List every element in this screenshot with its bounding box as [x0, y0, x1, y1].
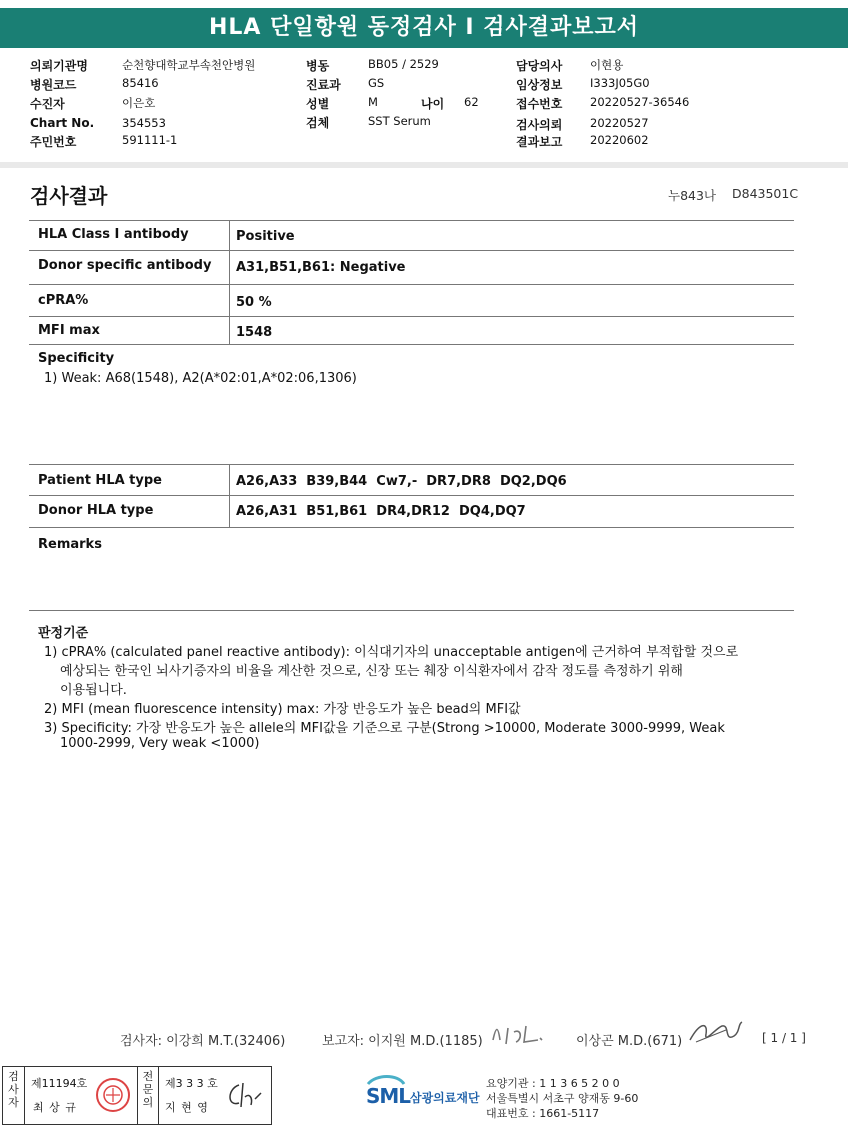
chart-value: 354553	[122, 116, 166, 130]
stamp-no-1: 제11194호	[31, 1077, 88, 1090]
clinical-label: 임상정보	[516, 78, 563, 92]
table-rule	[29, 284, 794, 285]
row-value: A26,A33 B39,B44 Cw7,- DR7,DR8 DQ2,DQ6	[236, 474, 567, 489]
row-value: 50 %	[236, 295, 272, 310]
dept-label: 진료과	[306, 78, 341, 92]
age-value: 62	[464, 95, 479, 109]
stamp-name-2: 지 현 영	[165, 1101, 209, 1114]
criteria-line: 이용됩니다.	[60, 683, 127, 698]
code-1: 누843나	[668, 188, 717, 203]
table-rule	[29, 464, 794, 465]
row-label: MFI max	[38, 323, 100, 338]
criteria-line: 1000-2999, Very weak <1000)	[60, 736, 260, 751]
third-signature	[686, 1016, 746, 1048]
criteria-line: 2) MFI (mean fluorescence intensity) max: 가장 반응도가 높은 bead의 MFI값	[44, 702, 521, 717]
request-label: 검사의뢰	[516, 118, 563, 132]
report-title: HLA 단일항원 동정검사 I 검사결과보고서	[0, 8, 848, 48]
hospital-code-value: 85416	[122, 76, 159, 90]
patient-value: 이은호	[122, 96, 156, 110]
stamp-name-1: 최 상 규	[33, 1101, 77, 1114]
specificity-text: 1) Weak: A68(1548), A2(A*02:01,A*02:06,1306)	[44, 371, 357, 386]
doctor-value: 이현용	[590, 58, 624, 72]
doctor-label: 담당의사	[516, 59, 563, 73]
row-label: Donor HLA type	[38, 503, 154, 518]
id-label: 주민번호	[30, 135, 77, 149]
receipt-label: 접수번호	[516, 97, 563, 111]
patient-label: 수진자	[30, 97, 65, 111]
row-label: Donor specific antibody	[38, 258, 212, 273]
remarks-label: Remarks	[38, 537, 102, 552]
tester-text: 검사자: 이강희 M.T.(32406)	[120, 1034, 286, 1049]
stamp-no-2: 제3 3 3 호	[165, 1077, 218, 1090]
ward-label: 병동	[306, 59, 330, 73]
stamp-label-2: 전문의	[137, 1067, 159, 1124]
table-divider	[229, 464, 230, 527]
table-rule	[29, 527, 794, 528]
id-value: 591111-1	[122, 133, 178, 147]
org-address: 서울특별시 서초구 양재동 9-60	[486, 1092, 639, 1105]
report-date-value: 20220602	[590, 133, 649, 147]
ward-value: BB05 / 2529	[368, 57, 439, 71]
stamp-signature	[225, 1079, 265, 1113]
age-label: 나이	[421, 97, 445, 111]
chart-label: Chart No.	[30, 116, 95, 130]
dept-value: GS	[368, 76, 385, 90]
page-indicator: [ 1 / 1 ]	[762, 1031, 806, 1045]
row-value: A26,A31 B51,B61 DR4,DR12 DQ4,DQ7	[236, 504, 526, 519]
code-2: D843501C	[732, 186, 799, 201]
table-divider	[229, 220, 230, 344]
row-value: A31,B51,B61: Negative	[236, 260, 406, 275]
sex-value: M	[368, 95, 378, 109]
row-value: Positive	[236, 229, 295, 244]
seal-icon	[95, 1077, 131, 1113]
criteria-line: 3) Specificity: 가장 반응도가 높은 allele의 MFI값을 기준으로 구분(Strong >10000, Moderate 3000-9999, Weak	[44, 721, 725, 736]
specificity-label: Specificity	[38, 351, 115, 366]
org-phone: 대표번호 : 1661-5117	[486, 1107, 600, 1120]
row-label: HLA Class I antibody	[38, 227, 189, 242]
specimen-label: 검체	[306, 116, 330, 130]
table-rule	[29, 495, 794, 496]
section-title: 검사결과	[30, 184, 108, 208]
row-value: 1548	[236, 325, 273, 340]
section-rule	[29, 610, 794, 611]
table-rule	[29, 250, 794, 251]
criteria-line: 예상되는 한국인 뇌사기증자의 비율을 계산한 것으로, 신장 또는 췌장 이식환자에서 감작 정도를 측정하기 위해	[60, 664, 683, 679]
receipt-value: 20220527-36546	[590, 95, 690, 109]
third-text: 이상곤 M.D.(671)	[576, 1034, 683, 1049]
separator	[0, 162, 848, 168]
criteria-title: 판정기준	[38, 626, 89, 641]
table-rule	[29, 220, 794, 221]
report-date-label: 결과보고	[516, 135, 563, 149]
specimen-value: SST Serum	[368, 114, 431, 128]
sex-label: 성별	[306, 97, 330, 111]
clinical-value: I333J05G0	[590, 76, 650, 90]
sml-logo-text: SML	[366, 1084, 411, 1108]
row-label: cPRA%	[38, 293, 89, 308]
table-rule	[29, 344, 794, 345]
foundation-name: 삼광의료재단	[410, 1091, 480, 1105]
org-code: 요양기관 : 1 1 3 6 5 2 0 0	[486, 1077, 620, 1090]
hospital-code-label: 병원코드	[30, 78, 77, 92]
row-label: Patient HLA type	[38, 473, 162, 488]
stamp-box	[2, 1066, 272, 1125]
institution-label: 의뢰기관명	[30, 59, 88, 73]
request-value: 20220527	[590, 116, 649, 130]
table-rule	[29, 316, 794, 317]
stamp-label-1: 검사자	[3, 1067, 25, 1124]
reporter-signature	[488, 1018, 558, 1048]
institution-value: 순천향대학교부속천안병원	[122, 58, 256, 72]
criteria-line: 1) cPRA% (calculated panel reactive antibody): 이식대기자의 unacceptable antigen에 근거하여 부적합할 것으로	[44, 645, 739, 660]
reporter-text: 보고자: 이지원 M.D.(1185)	[322, 1034, 483, 1049]
